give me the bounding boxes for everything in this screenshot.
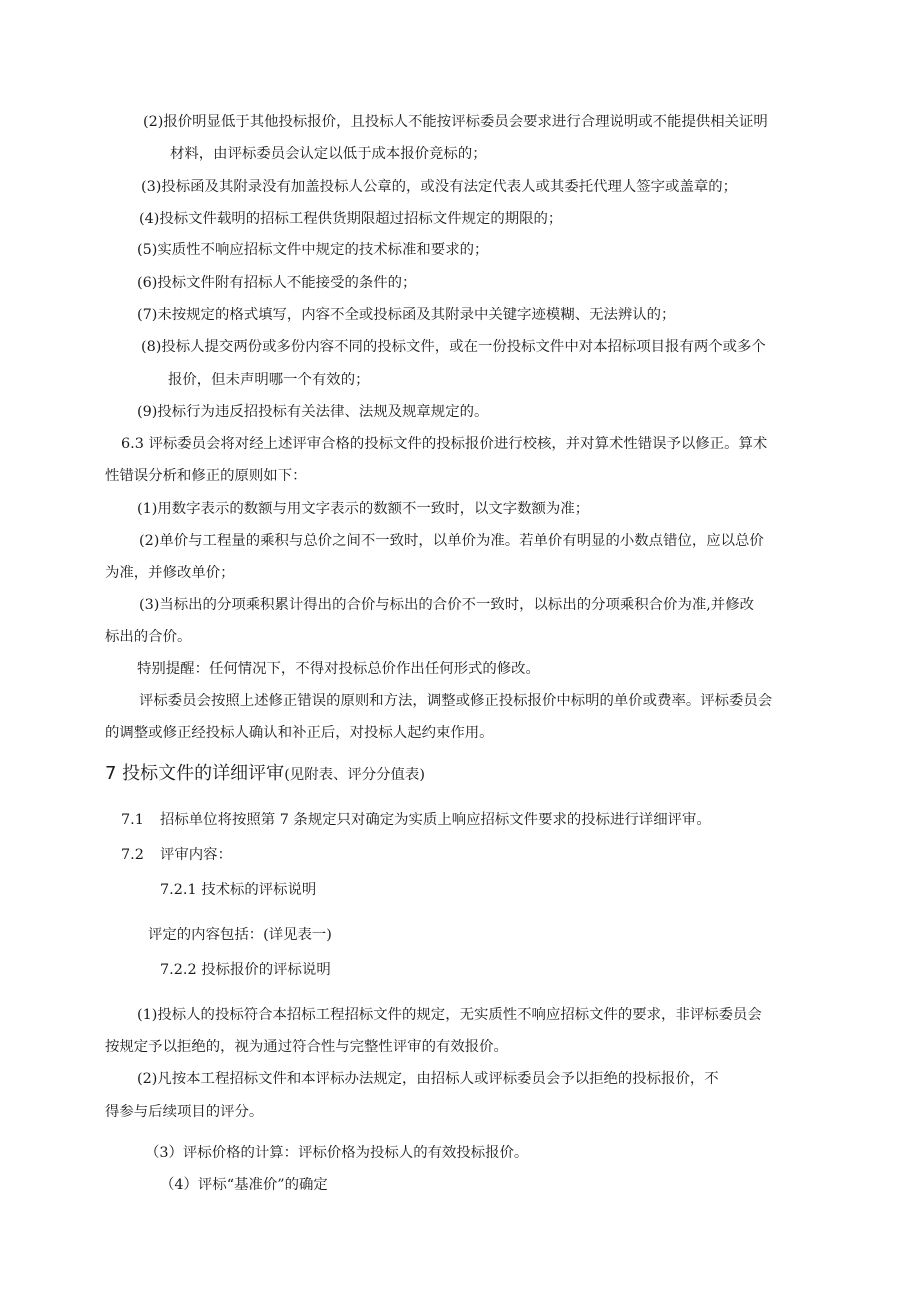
rule-1: (1)用数字表示的数额与用文字表示的数额不一致时，以文字数额为准；	[137, 501, 590, 517]
section-7-1-number: 7.1	[121, 812, 144, 828]
price-para-1-line-2: 按规定予以拒绝的，视为通过符合性与完整性评审的有效报价。	[105, 1039, 508, 1055]
section-7-title: 7 投标文件的详细评审	[105, 763, 285, 784]
section-6-3-line-1: 6.3 评标委员会将对经上述评审合格的投标文件的投标报价进行校核，并对算术性错误予以修正。算术	[121, 436, 768, 452]
section-7-2-1-note: 评定的内容包括：(详见表一)	[148, 927, 332, 943]
price-para-2-line-1: (2)凡按本工程招标文件和本评标办法规定，由招标人或评标委员会予以拒绝的投标报价，不	[137, 1071, 719, 1087]
special-reminder: 特别提醒：任何情况下，不得对投标总价作出任何形式的修改。	[137, 661, 540, 677]
item-2-line-2: 材料，由评标委员会认定以低于成本报价竞标的；	[170, 146, 487, 162]
section-7-heading	[105, 762, 425, 787]
note-line-1: 评标委员会按照上述修正错误的原则和方法，调整或修正投标报价中标明的单价或费率。评标委员会	[139, 693, 773, 709]
item-5: (5)实质性不响应招标文件中规定的技术标准和要求的；	[137, 242, 489, 258]
note-line-2: 的调整或修正经投标人确认和补正后，对投标人起约束作用。	[105, 725, 494, 741]
price-para-4: （4）评标“基准价”的确定	[160, 1177, 328, 1193]
section-7-1-text: 招标单位将按照第 7 条规定只对确定为实质上响应招标文件要求的投标进行详细评审。	[160, 812, 711, 828]
item-2-line-1: (2)报价明显低于其他投标报价，且投标人不能按评标委员会要求进行合理说明或不能提供相关证明	[143, 114, 768, 130]
item-7: (7)未按规定的格式填写，内容不全或投标函及其附录中关键字迹模糊、无法辨认的；	[137, 307, 676, 323]
price-para-1-line-1: (1)投标人的投标符合本招标工程招标文件的规定，无实质性不响应招标文件的要求，非评标委员会	[137, 1007, 762, 1023]
item-4: (4)投标文件载明的招标工程供货期限超过招标文件规定的期限的；	[139, 211, 563, 227]
price-para-2-line-2: 得参与后续项目的评分。	[105, 1104, 264, 1120]
section-6-3-line-2: 性错误分析和修正的原则如下：	[105, 468, 307, 484]
rule-3-line-1: (3)当标出的分项乘积累计得出的合价与标出的合价不一致时，以标出的分项乘积合价为准,并修改	[139, 597, 754, 613]
section-7-2-1: 7.2.1 技术标的评标说明	[160, 882, 317, 898]
section-7-2-text: 评审内容：	[160, 847, 232, 863]
section-7-2-2: 7.2.2 投标报价的评标说明	[160, 962, 331, 978]
section-7-title-note: (见附表、评分分值表)	[284, 767, 425, 783]
item-8-line-1: (8)投标人提交两份或多份内容不同的投标文件，或在一份投标文件中对本招标项目报有两个或多个	[141, 339, 766, 355]
section-7-2-number: 7.2	[121, 847, 144, 863]
item-3: (3)投标函及其附录没有加盖投标人公章的，或没有法定代表人或其委托代理人签字或盖章的；	[141, 179, 738, 195]
item-9: (9)投标行为违反招投标有关法律、法规及规章规定的。	[137, 404, 489, 420]
rule-2-line-1: (2)单价与工程量的乘积与总价之间不一致时，以单价为准。若单价有明显的小数点错位，应以总价	[139, 533, 764, 549]
rule-2-line-2: 为准，并修改单价；	[105, 565, 235, 581]
price-para-3: （3）评标价格的计算：评标价格为投标人的有效投标报价。	[145, 1145, 529, 1161]
rule-3-line-2: 标出的合价。	[105, 629, 192, 645]
item-6: (6)投标文件附有招标人不能接受的条件的；	[137, 275, 417, 291]
item-8-line-2: 报价，但未声明哪一个有效的；	[168, 372, 370, 388]
